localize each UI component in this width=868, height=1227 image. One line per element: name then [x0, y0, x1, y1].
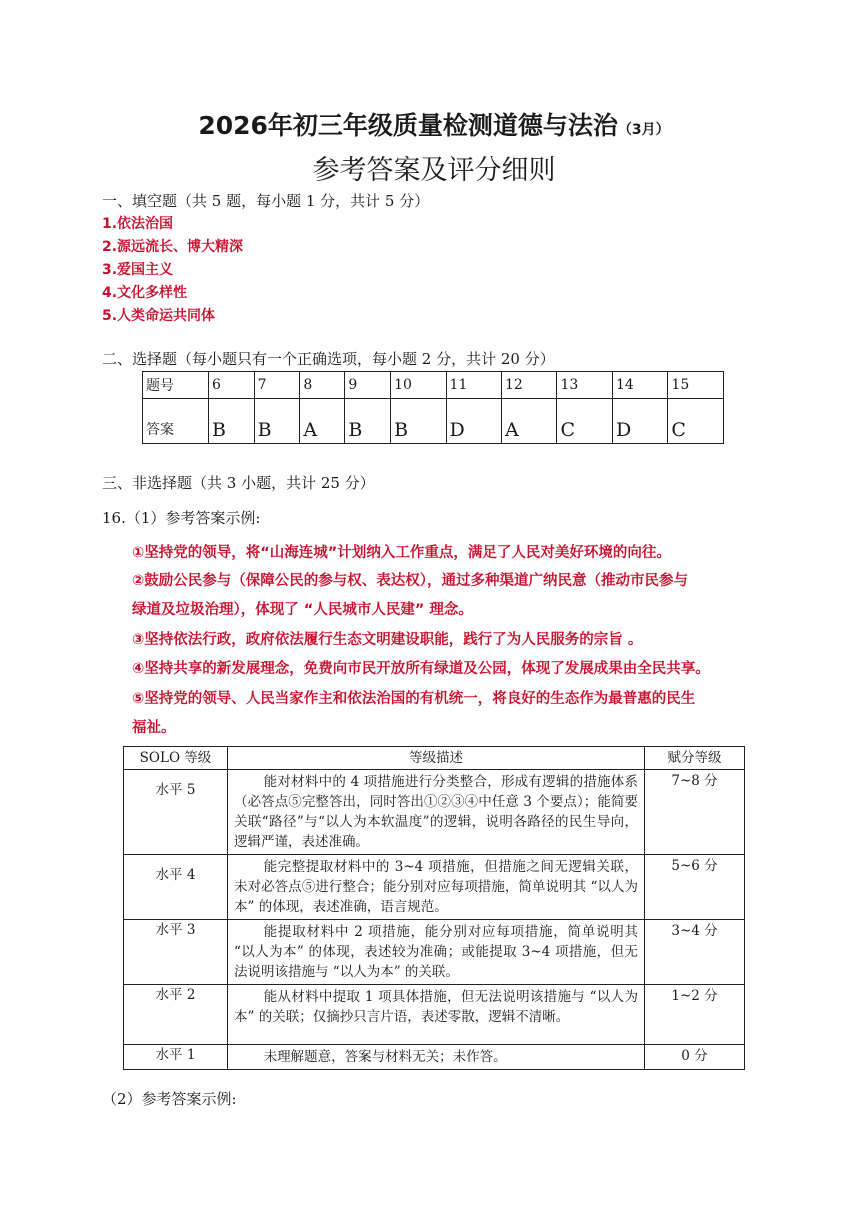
choice-answer: C: [557, 399, 612, 444]
solo-level: 水平 4: [124, 855, 228, 920]
solo-score: 7~8 分: [645, 770, 745, 855]
solo-level: 水平 3: [124, 920, 228, 985]
answer-label: 答案: [143, 399, 209, 444]
choice-answer: B: [209, 399, 255, 444]
choice-answer: A: [300, 399, 345, 444]
section2-heading: 二、选择题（每小题只有一个正确选项，每小题 2 分，共计 20 分）: [102, 350, 555, 368]
fill-answer-4: 4.文化多样性: [102, 285, 188, 301]
answer-point-4: ④坚持共享的新发展理念，免费向市民开放所有绿道及公园，体现了发展成果由全民共享。: [132, 661, 710, 677]
section3-heading: 三、非选择题（共 3 小题，共计 25 分）: [102, 474, 375, 492]
choice-answer: D: [612, 399, 667, 444]
answer-point-1: ①坚持党的领导，将“山海连城”计划纳入工作重点，满足了人民对美好环境的向往。: [132, 545, 671, 561]
title-note: （3月）: [617, 122, 670, 138]
answer-point-5-cont: 福祉。: [132, 720, 176, 736]
question-number: 8: [300, 372, 345, 399]
solo-description: 能对材料中的 4 项措施进行分类整合，形成有逻辑的措施体系（必答点⑤完整答出，同时答出①②③④中任意 3 个要点）；能简要关联“路径”与“以人为本软温度”的逻辑，说明各路径的民生导向，逻辑严谨，表述准确。: [228, 770, 645, 855]
question-number: 15: [668, 372, 724, 399]
solo-header-score: 赋分等级: [645, 747, 745, 770]
choice-answer-table: [142, 371, 724, 444]
question-number: 10: [391, 372, 446, 399]
answer-point-2-cont: 绿道及垃圾治理），体现了 “人民城市人民建” 理念。: [132, 602, 473, 618]
solo-score: 5~6 分: [645, 855, 745, 920]
question-number: 13: [557, 372, 612, 399]
question-number: 14: [612, 372, 667, 399]
title-text: 2026年初三年级质量检测道德与法治: [198, 111, 618, 140]
choice-answer: B: [254, 399, 300, 444]
choice-answer: C: [668, 399, 724, 444]
fill-answer-2: 2.源远流长、博大精深: [102, 239, 244, 255]
question-number: 9: [345, 372, 391, 399]
question-number: 11: [446, 372, 501, 399]
page-title: [0, 106, 868, 142]
solo-rubric-table: [123, 746, 745, 1070]
answer-point-2: ②鼓励公民参与（保障公民的参与权、表达权），通过多种渠道广纳民意（推动市民参与: [132, 573, 689, 589]
question-number: 7: [254, 372, 300, 399]
page-subtitle: 参考答案及评分细则: [312, 155, 556, 186]
fill-answer-5: 5.人类命运共同体: [102, 308, 216, 324]
solo-level: 水平 5: [124, 770, 228, 855]
solo-score: 1~2 分: [645, 985, 745, 1045]
choice-answer: A: [502, 399, 557, 444]
question-number: 12: [502, 372, 557, 399]
solo-description: 能提取材料中 2 项措施，能分别对应每项措施，简单说明其 “以人为本” 的体现，表述较为准确；或能提取 3~4 项措施，但无法说明该措施与 “以人为本” 的关联。: [228, 920, 645, 985]
solo-level: 水平 2: [124, 985, 228, 1045]
solo-score: 3~4 分: [645, 920, 745, 985]
fill-answer-1: 1.依法治国: [102, 216, 174, 232]
fill-answer-3: 3.爱国主义: [102, 262, 174, 278]
choice-answer: B: [345, 399, 391, 444]
choice-answer: B: [391, 399, 446, 444]
question-number: 6: [209, 372, 255, 399]
solo-header-level: SOLO 等级: [124, 747, 228, 770]
answer-point-3: ③坚持依法行政，政府依法履行生态文明建设职能，践行了为人民服务的宗旨 。: [132, 632, 643, 648]
question-number-label: 题号: [143, 372, 209, 399]
solo-score: 0 分: [645, 1045, 745, 1070]
solo-description: 能完整提取材料中的 3~4 项措施，但措施之间无逻辑关联，未对必答点⑤进行整合；能分别对应每项措施，简单说明其 “以人为本” 的体现，表述准确，语言规范。: [228, 855, 645, 920]
answer-point-5: ⑤坚持党的领导、人民当家作主和依法治国的有机统一，将良好的生态作为最普惠的民生: [132, 691, 696, 707]
section1-heading: 一、填空题（共 5 题，每小题 1 分，共计 5 分）: [102, 192, 430, 210]
q16-part1-label: 16.（1）参考答案示例:: [102, 509, 261, 527]
q16-part2-label: （2）参考答案示例:: [102, 1090, 237, 1108]
solo-description: 能从材料中提取 1 项具体措施，但无法说明该措施与 “以人为本” 的关联；仅摘抄只言片语，表述零散，逻辑不清晰。: [228, 985, 645, 1045]
solo-level: 水平 1: [124, 1045, 228, 1070]
solo-description: 未理解题意，答案与材料无关；未作答。: [228, 1045, 645, 1070]
solo-header-desc: 等级描述: [228, 747, 645, 770]
choice-answer: D: [446, 399, 501, 444]
